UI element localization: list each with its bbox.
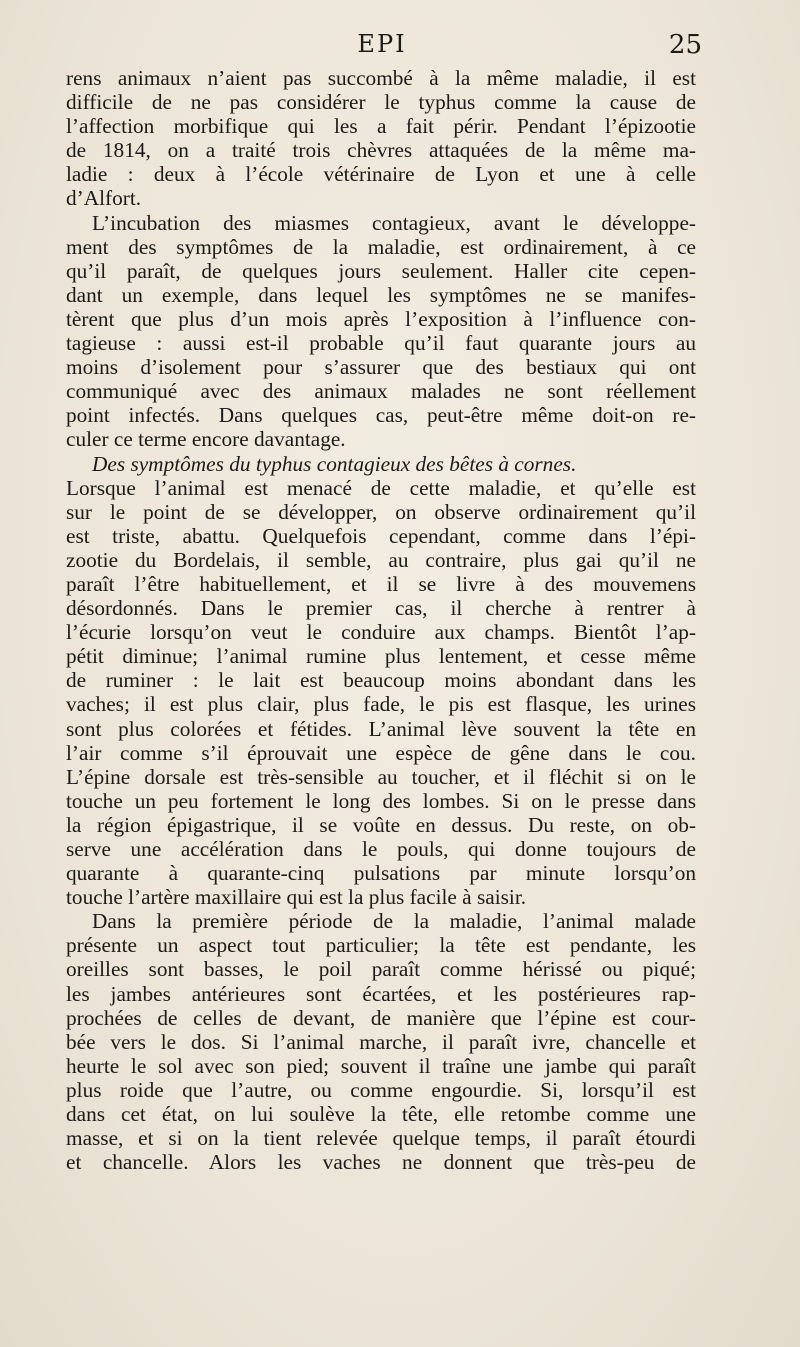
page-header — [62, 30, 702, 64]
text-line: ment des symptômes de la maladie, est ordinairement, à ce — [66, 234, 696, 259]
text-line: oreilles sont basses, le poil paraît comme hérissé ou piqué; — [66, 957, 696, 982]
text-line: sur le point de se développer, on observe ordinairement qu’il — [66, 499, 696, 524]
text-line: masse, et si on la tient relevée quelque temps, il paraît étourdi — [66, 1126, 696, 1151]
text-line: moins d’isolement pour s’assurer que des bestiaux qui ont — [66, 355, 696, 380]
text-line: L’épine dorsale est très-sensible au toucher, et il fléchit si on le — [66, 764, 696, 789]
text-line: touche un peu fortement le long des lombes. Si on le presse dans — [66, 788, 696, 813]
text-line: communiqué avec des animaux malades ne sont réellement — [66, 379, 696, 404]
text-line: présente un aspect tout particulier; la tête est pendante, les — [66, 933, 696, 958]
text-line: serve une accélération dans le pouls, qui donne toujours de — [66, 837, 696, 861]
paragraph — [66, 66, 696, 211]
text-line: Dans la première période de la maladie, l’animal malade — [92, 909, 696, 934]
text-line: bée vers le dos. Si l’animal marche, il paraît ivre, chancelle et — [66, 1029, 696, 1054]
body-text — [66, 66, 696, 1174]
text-line: la région épigastrique, il se voûte en dessus. Du reste, on ob- — [66, 812, 696, 837]
text-line: culer ce terme encore davantage. — [66, 427, 346, 452]
text-line: heurte le sol avec son pied; souvent il traîne une jambe qui paraît — [66, 1053, 696, 1078]
text-line: qu’il paraît, de quelques jours seulement. Haller cite cepen- — [66, 258, 696, 283]
page-number: 25 — [668, 30, 702, 60]
text-line: ladie : deux à l’école vétérinaire de Lyon et une à celle — [66, 162, 696, 187]
text-line: dant un exemple, dans lequel les symptômes ne se manifes- — [66, 282, 696, 307]
text-line: Lorsque l’animal est menacé de cette maladie, et qu’elle est — [66, 475, 696, 500]
text-line: touche l’artère maxillaire qui est la plus facile à saisir. — [66, 885, 527, 910]
text-line: paraît l’être habituellement, et il se livre à des mouvemens — [66, 571, 696, 596]
text-line: sont plus colorées et fétides. L’animal lève souvent la tête en — [66, 716, 696, 741]
text-line: zootie du Bordelais, il semble, au contraire, plus gai qu’il ne — [66, 547, 696, 572]
text-line: de 1814, on a traité trois chèvres attaquées de la même ma- — [66, 138, 696, 163]
text-line: d’Alfort. — [66, 186, 142, 211]
paragraph — [66, 909, 696, 1174]
text-line: Des symptômes du typhus contagieux des bêtes à cornes. — [92, 451, 577, 476]
text-line: l’écurie lorsqu’on veut le conduire aux champs. Bientôt l’ap- — [66, 620, 696, 645]
text-line: prochées de celles de devant, de manière que l’épine est cour- — [66, 1005, 696, 1030]
text-line: et chancelle. Alors les vaches ne donnent que très-peu de — [66, 1150, 696, 1175]
text-line: les jambes antérieures sont écartées, et les postérieures rap- — [66, 981, 696, 1006]
text-line: l’affection morbifique qui les a fait périr. Pendant l’épizootie — [66, 114, 696, 139]
text-line: l’air comme s’il éprouvait une espèce de gêne dans le cou. — [66, 740, 696, 765]
text-line: plus roide que l’autre, ou comme engourdie. Si, lorsqu’il est — [66, 1077, 696, 1102]
section-heading — [66, 452, 696, 476]
text-line: rens animaux n’aient pas succombé à la même maladie, il est — [66, 66, 696, 90]
paragraph — [66, 211, 696, 452]
text-line: pétit diminue; l’animal rumine plus lentement, et cesse même — [66, 644, 696, 669]
text-line: de ruminer : le lait est beaucoup moins abondant dans les — [66, 668, 696, 693]
text-line: difficile de ne pas considérer le typhus comme la cause de — [66, 90, 696, 115]
text-line: quarante à quarante-cinq pulsations par minute lorsqu’on — [66, 861, 696, 886]
running-head: EPI — [357, 30, 407, 58]
paragraph — [66, 476, 696, 910]
text-line: est triste, abattu. Quelquefois cependant, comme dans l’épi- — [66, 523, 696, 548]
text-line: désordonnés. Dans le premier cas, il cherche à rentrer à — [66, 596, 696, 621]
text-line: L’incubation des miasmes contagieux, avant le développe- — [92, 210, 696, 235]
text-line: tagieuse : aussi est-il probable qu’il faut quarante jours au — [66, 331, 696, 356]
text-line: vaches; il est plus clair, plus fade, le pis est flasque, les urines — [66, 692, 696, 717]
text-line: dans cet état, on lui soulève la tête, elle retombe comme une — [66, 1102, 696, 1127]
text-line: point infectés. Dans quelques cas, peut-être même doit-on re- — [66, 403, 696, 428]
text-line: tèrent que plus d’un mois après l’exposition à l’influence con- — [66, 306, 696, 331]
